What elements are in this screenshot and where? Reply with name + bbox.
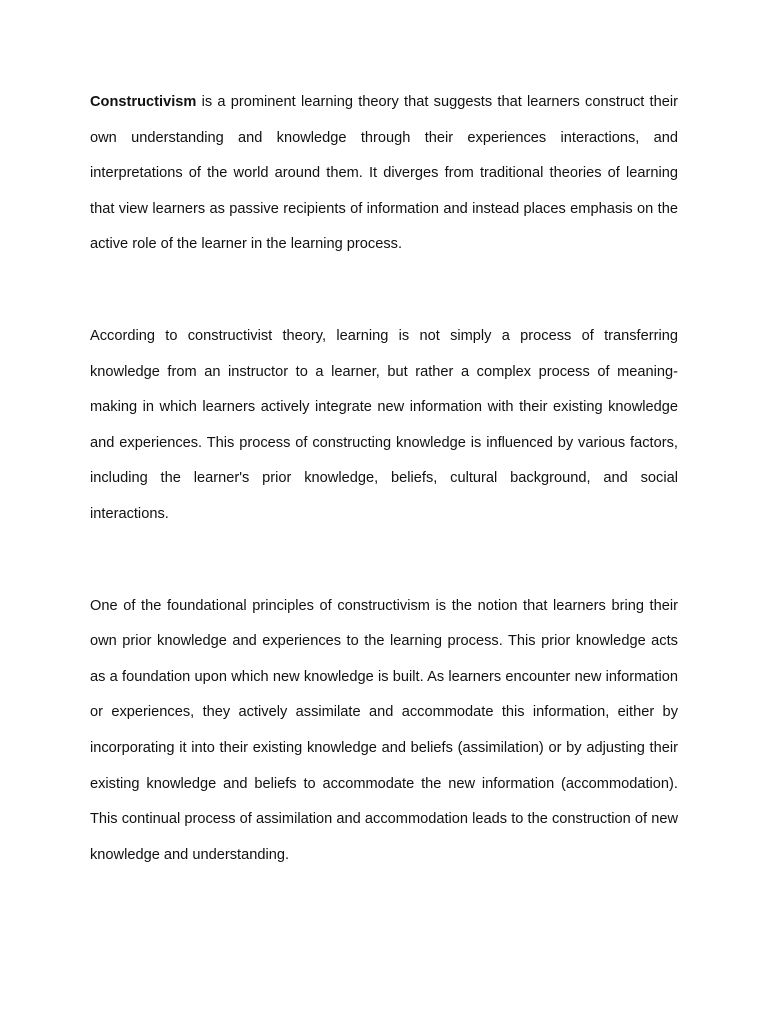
- paragraph-foundational-principles: One of the foundational principles of constructivism is the notion that learners bring their own prior knowledge and experiences to the learning process. This prior knowledge acts as a foundation upon which new knowledge is built. As learners encounter new information or experiences, they actively assimilate and accommodate this information, either by incorporating it into their existing knowledge and beliefs (assimilation) or by adjusting their existing knowledge and beliefs to accommodate the new information (accommodation). This continual process of assimilation and accommodation leads to the construction of new knowledge and understanding.: [90, 597, 678, 863]
- paragraph-constructivist-theory: According to constructivist theory, learning is not simply a process of transferring knowledge from an instructor to a learner, but rather a complex process of meaning-making in which learners actively integrate new information with their existing knowledge and experiences. This process of constructing knowledge is influenced by various factors, including the learner's prior knowledge, beliefs, cultural background, and social interactions.: [90, 327, 678, 522]
- bold-term: Constructivism: [90, 94, 197, 110]
- document-page: [90, 85, 678, 873]
- paragraph-text: is a prominent learning theory that suggests that learners construct their own understanding and knowledge through their experiences interactions, and interpretations of the world around them. It diverges from traditional theories of learning that view learners as passive recipients of information and instead places emphasis on the active role of the learner in the learning process.: [90, 94, 678, 253]
- paragraph-constructivism-definition: [90, 85, 678, 263]
